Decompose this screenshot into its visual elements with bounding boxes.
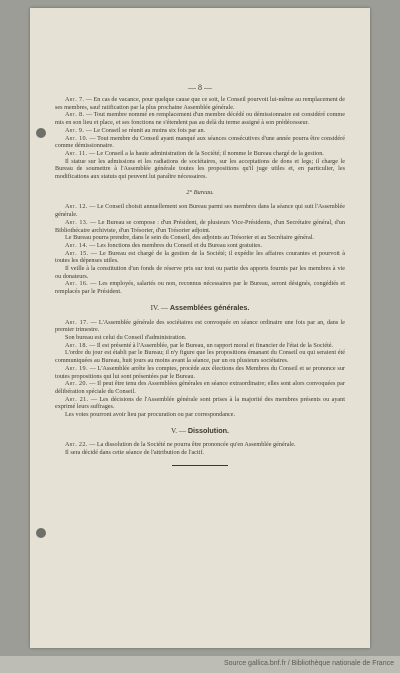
- article-paragraph: Art. 17. — L'Assemblée générale des sociétaires est convoquée en séance ordinaire une fois par an, dans le premier trimestre.: [55, 318, 345, 334]
- article-paragraph: Art. 22. — La dissolution de la Société ne pourra être prononcée qu'en Assemblée générale.: [65, 441, 296, 449]
- article-paragraph: Il statue sur les admissions et les radiations de sociétaires, sur les acceptations de dons et legs; il charge le Bureau de soumettre à l'Assemblée générale toutes les propositions qu'il juge utiles et, en particulier, les modifications aux statuts qui peuvent lui paraître nécessaires.: [55, 157, 345, 181]
- article-paragraph: Son bureau est celui du Conseil d'administration.: [65, 333, 187, 341]
- article-paragraph: Les votes pourront avoir lieu par procuration ou par correspondance.: [65, 411, 236, 419]
- article-paragraph: Art. 19. — L'Assemblée arrête les comptes, procède aux élections des Membres du Conseil et se prononce sur toutes propositions qui lui sont présentées par le Bureau.: [55, 364, 345, 380]
- section-bureau-articles: [55, 203, 345, 295]
- article-paragraph: Art. 15. — Le Bureau est chargé de la gestion de la Société; il expédie les affaires courantes et pourvoit à toutes les dépenses utiles.: [55, 249, 345, 265]
- document-page: [30, 8, 370, 648]
- article-paragraph: Art. 8. — Tout membre nommé en remplacement d'un membre décédé ou démissionnaire est considéré comme mis en son lieu et place, et ses fonctions ne s'étendent pas au delà du terme assigné à son prédécesseur.: [55, 111, 345, 127]
- article-paragraph: Art. 12. — Le Conseil choisit annuellement son Bureau parmi ses membres dans la séance qui suit l'Assemblée générale.: [55, 203, 345, 219]
- article-paragraph: Il veille à la constitution d'un fonds de réserve pris sur tout ou partie des apports fournis par les membres à vie ou donateurs.: [55, 265, 345, 280]
- article-paragraph: Art. 16. — Les employés, salariés ou non, reconnus nécessaires par le Bureau, seront désignés, congédiés et remplacés par le Président.: [55, 280, 345, 296]
- section-conseil-articles: [55, 96, 345, 181]
- article-paragraph: Art. 20. — Il peut être tenu des Assemblées générales en séance extraordinaire; elles sont alors convoquées par délibération spéciale du Conseil.: [55, 380, 345, 395]
- heading-assemblees-generales: IV. — Assemblées générales.: [150, 302, 250, 312]
- closing-rule: [172, 465, 228, 466]
- section-assemblees-articles: [55, 319, 345, 419]
- article-paragraph: L'ordre du jour est établi par le Bureau; il n'y figure que les propositions émanant du Conseil ou qui seraient été communiquées au Bureau, huit jours au moins avant la séance, par un ou plusieurs sociétaires.: [55, 349, 345, 365]
- article-paragraph: Art. 18. — Il est présenté à l'Assemblée, par le Bureau, un rapport moral et financier de l'état de la Société.: [65, 341, 334, 349]
- article-paragraph: Art. 9. — Le Conseil se réunit au moins six fois par an.: [65, 126, 206, 134]
- page-number: — 8 —: [188, 83, 212, 92]
- article-paragraph: Art. 11. — Le Conseil a la haute administration de la Société; il nomme le Bureau chargé de la gestion.: [65, 149, 324, 157]
- article-paragraph: Art. 14. — Les fonctions des membres du Conseil et du Bureau sont gratuites.: [65, 241, 263, 249]
- article-paragraph: Art. 21. — Les décisions de l'Assemblée générale sont prises à la majorité des membres présents ou ayant exprimé leurs suffrages.: [55, 395, 345, 411]
- source-footer: Source gallica.bnf.fr / Bibliothèque nationale de France: [223, 660, 394, 667]
- heading-dissolution: V. — Dissolution.: [171, 425, 229, 435]
- article-paragraph: Le Bureau pourra prendre, dans le sein du Conseil, des adjoints au Trésorier et au Secrétaire général.: [65, 234, 314, 242]
- document-body: [55, 75, 345, 466]
- binding-hole: [36, 128, 46, 138]
- subheading-bureau: 2° Bureau.: [186, 188, 214, 196]
- article-paragraph: Art. 7. — En cas de vacance, pour quelque cause que ce soit, le Conseil pourvoit lui-même au remplacement de ses membres, sauf ratification par la plus prochaine Assemblée générale.: [55, 96, 345, 111]
- article-paragraph: Art. 13. — Le Bureau se compose : d'un Président, de plusieurs Vice-Présidents, d'un Secrétaire général, d'un Bibliothécaire archiviste, d'un Trésorier, d'un Trésorier adjoint.: [55, 218, 345, 234]
- article-paragraph: Il sera décidé dans cette séance de l'attribution de l'actif.: [65, 449, 204, 457]
- binding-hole: [36, 528, 46, 538]
- section-dissolution-articles: [55, 441, 345, 456]
- article-paragraph: Art. 10. — Tout membre du Conseil ayant manqué aux séances consécutives d'une année pourra être considéré comme démissionnaire.: [55, 134, 345, 150]
